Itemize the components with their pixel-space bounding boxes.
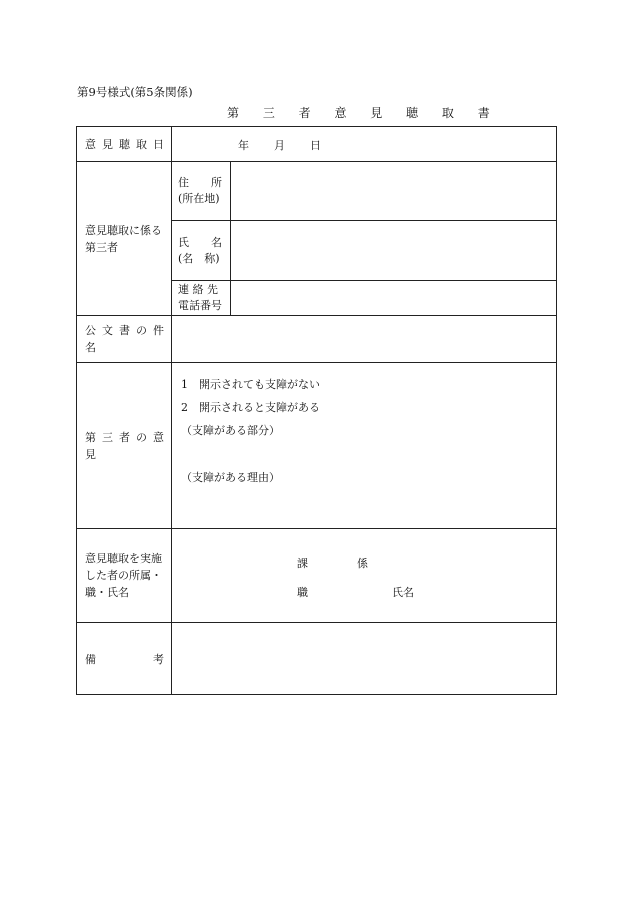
opinion-option-2[interactable]: 2 開示されると支障がある [181,401,320,414]
contact-label-line1: 連 絡 先 [178,283,218,296]
hearing-date-label: 意見聴取日 [77,127,172,162]
kakari-label: 係 [357,557,368,570]
opinion-reason-label: （支障がある理由） [181,471,280,484]
name-label-line1: 氏 名 [178,235,222,249]
name-label-line2: (名 称) [178,251,220,265]
remarks-field[interactable] [172,623,557,695]
document-title: 第 三 者 意 見 聴 取 書 [227,106,500,120]
address-label-line2: (所在地) [178,192,220,205]
row-document [77,316,557,363]
executor-label-line2: した者の所属・ [85,569,162,582]
document-label: 公文書の件名 [77,316,172,363]
shimei-label: 氏名 [392,586,414,599]
row-address [77,162,557,221]
executor-label-line3: 職・氏名 [85,586,129,599]
year-label: 年 [238,139,249,152]
hearing-form-table [76,126,557,695]
row-executor [77,529,557,623]
contact-label-line2: 電話番号 [178,299,222,312]
row-hearing-date [77,127,557,162]
executor-field[interactable] [172,529,557,623]
address-field[interactable] [231,162,557,221]
remarks-label-left: 備 [85,652,96,666]
hearing-date-field[interactable] [172,127,557,162]
opinion-part-label: （支障がある部分） [181,424,280,437]
shoku-label: 職 [297,586,308,599]
document-field[interactable] [172,316,557,363]
third-party-label-line2: 第三者 [85,240,118,254]
contact-field[interactable] [231,281,557,316]
remarks-label-right: 考 [153,652,164,666]
opinion-part-space [181,442,556,466]
opinion-option-1[interactable]: 1 開示されても支障がない [181,378,320,391]
name-label [172,221,231,281]
month-label: 月 [274,139,285,152]
executor-label [77,529,172,623]
form-number: 第9号様式(第5条関係) [77,85,193,99]
day-label: 日 [310,139,321,152]
contact-label [172,281,231,316]
name-field[interactable] [231,221,557,281]
row-remarks [77,623,557,695]
third-party-label [77,162,172,316]
ka-label: 課 [297,557,308,570]
address-label-line1: 住 所 [178,176,222,189]
address-label [172,162,231,221]
opinion-label: 第三者の意見 [77,363,172,529]
row-opinion [77,363,557,529]
opinion-field[interactable] [172,363,557,529]
remarks-label [77,623,172,695]
executor-label-line1: 意見聴取を実施 [85,552,162,565]
third-party-label-line1: 意見聴取に係る [85,223,162,237]
